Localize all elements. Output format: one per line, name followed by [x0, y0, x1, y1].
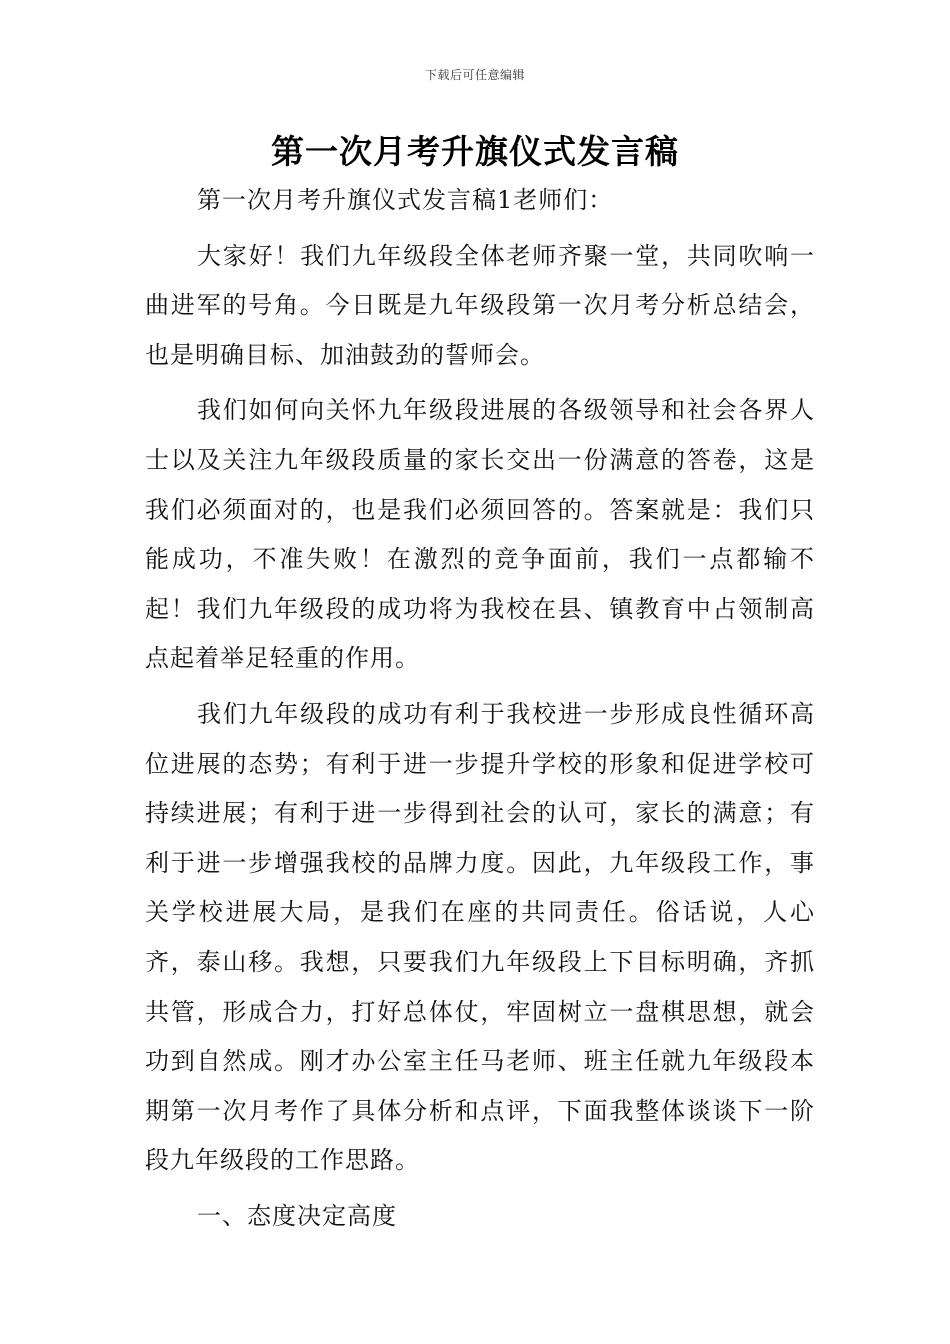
document-title: 第一次月考升旗仪式发言稿	[271, 132, 679, 171]
paragraph-1: 第一次月考升旗仪式发言稿1老师们：	[197, 186, 614, 214]
paragraph-3: 我们如何向关怀九年级段进展的各级领导和社会各界人士以及关注九年级段质量的家长交出一份满意的答卷，这是我们必须面对的，也是我们必须回答的。答案就是：我们只能成功，不准失败！在激烈的竞争面前，我们一点都输不起！我们九年级段的成功将为我校在县、镇教育中占领制高点起着举足轻重的作用。	[145, 396, 815, 673]
paragraph-2: 大家好！我们九年级段全体老师齐聚一堂，共同吹响一曲进军的号角。今日既是九年级段第一次月考分析总结会，也是明确目标、加油鼓劲的誓师会。	[145, 241, 815, 369]
document-body	[145, 176, 815, 1241]
paragraph-4: 我们九年级段的成功有利于我校进一步形成良性循环高位进展的态势；有利于进一步提升学校的形象和促进学校可持续进展；有利于进一步得到社会的认可，家长的满意；有利于进一步增强我校的品牌力度。因此，九年级段工作，事关学校进展大局，是我们在座的共同责任。俗话说，人心齐，泰山移。我想，只要我们九年级段上下目标明确，齐抓共管，形成合力，打好总体仗，牢固树立一盘棋思想，就会功到自然成。刚才办公室主任马老师、班主任就九年级段本期第一次月考作了具体分析和点评，下面我整体谈谈下一阶段九年级段的工作思路。	[145, 699, 815, 1175]
section-heading-1: 一、态度决定高度	[197, 1201, 397, 1230]
header-note: 下载后可任意编辑	[424, 68, 525, 82]
